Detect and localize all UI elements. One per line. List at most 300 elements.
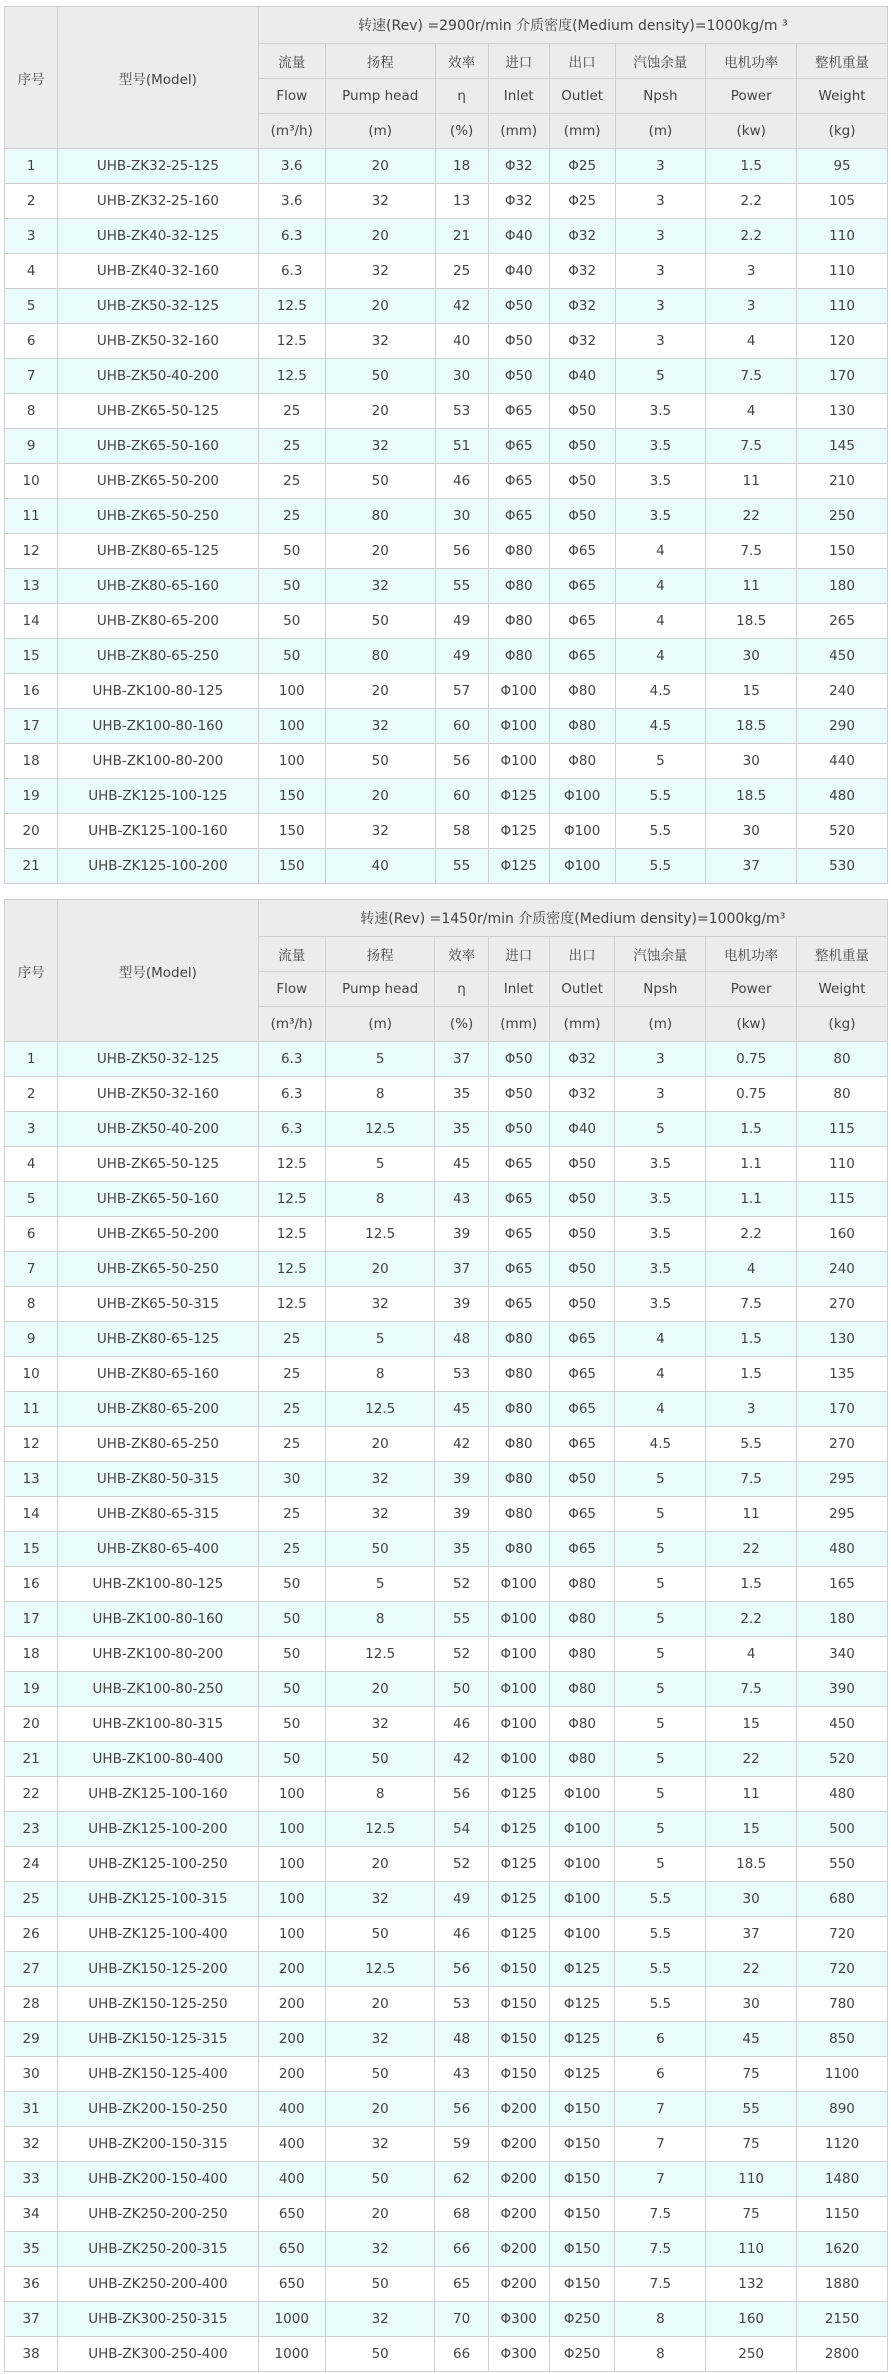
- cell-power: 1.5: [706, 1112, 797, 1147]
- cell-flow: 200: [258, 1952, 325, 1987]
- header-model: 型号(Model): [58, 900, 258, 1042]
- cell-power: 75: [706, 2197, 797, 2232]
- cell-head: 12.5: [325, 1812, 435, 1847]
- cell-model: UHB-ZK100-80-125: [58, 674, 258, 709]
- cell-weight: 295: [797, 1497, 888, 1532]
- cell-weight: 340: [797, 1637, 888, 1672]
- cell-outlet: Φ100: [549, 1812, 615, 1847]
- cell-npsh: 7.5: [615, 2267, 706, 2302]
- cell-no: 10: [5, 464, 58, 499]
- cell-power: 2.2: [706, 219, 797, 254]
- cell-weight: 295: [797, 1462, 888, 1497]
- cell-inlet: Φ125: [488, 1917, 549, 1952]
- cell-efficiency: 48: [435, 2022, 488, 2057]
- table-row: [5, 2127, 888, 2162]
- cell-efficiency: 62: [435, 2162, 488, 2197]
- cell-power: 2.2: [706, 1217, 797, 1252]
- spec-table-2900rpm: [4, 6, 888, 884]
- cell-model: UHB-ZK80-65-250: [58, 639, 258, 674]
- cell-model: UHB-ZK65-50-200: [58, 464, 258, 499]
- header-flow-unit: (m³/h): [258, 114, 325, 149]
- cell-outlet: Φ100: [549, 814, 615, 849]
- cell-model: UHB-ZK50-32-160: [58, 1077, 258, 1112]
- table-row: [5, 1952, 888, 1987]
- cell-outlet: Φ32: [549, 219, 615, 254]
- cell-no: 32: [5, 2127, 58, 2162]
- cell-head: 5: [325, 1147, 435, 1182]
- cell-weight: 890: [797, 2092, 888, 2127]
- cell-efficiency: 59: [435, 2127, 488, 2162]
- cell-inlet: Φ100: [488, 744, 549, 779]
- cell-flow: 25: [258, 464, 325, 499]
- cell-model: UHB-ZK80-65-315: [58, 1497, 258, 1532]
- header-head-en: Pump head: [325, 972, 435, 1007]
- table-row: [5, 289, 888, 324]
- header-npsh-en: Npsh: [615, 972, 706, 1007]
- cell-outlet: Φ80: [549, 1637, 615, 1672]
- cell-head: 50: [325, 2057, 435, 2092]
- cell-npsh: 5: [615, 1462, 706, 1497]
- cell-power: 2.2: [706, 184, 797, 219]
- cell-flow: 50: [258, 1637, 325, 1672]
- cell-inlet: Φ50: [488, 324, 549, 359]
- cell-npsh: 5: [615, 1112, 706, 1147]
- cell-npsh: 4: [615, 1357, 706, 1392]
- cell-power: 37: [706, 849, 797, 884]
- cell-npsh: 4.5: [615, 674, 706, 709]
- cell-model: UHB-ZK50-40-200: [58, 359, 258, 394]
- cell-npsh: 3: [615, 324, 706, 359]
- cell-head: 8: [325, 1777, 435, 1812]
- table-row: [5, 1777, 888, 1812]
- table-row: [5, 1812, 888, 1847]
- header-head-cn: 扬程: [325, 44, 435, 79]
- header-inlet-cn: 进口: [488, 44, 549, 79]
- header-head-unit: (m): [325, 114, 435, 149]
- cell-power: 1.5: [706, 149, 797, 184]
- cell-npsh: 3.5: [615, 1147, 706, 1182]
- cell-power: 1.5: [706, 1567, 797, 1602]
- table-row: [5, 604, 888, 639]
- cell-head: 20: [325, 1252, 435, 1287]
- cell-npsh: 5: [615, 1847, 706, 1882]
- cell-weight: 1880: [797, 2267, 888, 2302]
- table-row: [5, 1532, 888, 1567]
- cell-head: 50: [325, 744, 435, 779]
- cell-model: UHB-ZK125-100-200: [58, 1812, 258, 1847]
- cell-inlet: Φ80: [488, 1392, 549, 1427]
- cell-inlet: Φ125: [488, 814, 549, 849]
- header-eff-en: η: [435, 79, 488, 114]
- header-power-en: Power: [706, 79, 797, 114]
- cell-outlet: Φ25: [549, 184, 615, 219]
- cell-head: 12.5: [325, 1637, 435, 1672]
- cell-power: 15: [706, 1707, 797, 1742]
- cell-flow: 50: [258, 639, 325, 674]
- cell-efficiency: 53: [435, 1357, 488, 1392]
- cell-power: 7.5: [706, 1462, 797, 1497]
- cell-outlet: Φ150: [549, 2092, 615, 2127]
- spec-table-1450rpm: [4, 899, 888, 2372]
- header-npsh-unit: (m): [615, 1007, 706, 1042]
- cell-inlet: Φ32: [488, 149, 549, 184]
- cell-no: 34: [5, 2197, 58, 2232]
- table-row: [5, 1042, 888, 1077]
- cell-model: UHB-ZK50-32-125: [58, 1042, 258, 1077]
- cell-flow: 12.5: [258, 1217, 325, 1252]
- cell-outlet: Φ100: [549, 1847, 615, 1882]
- cell-outlet: Φ65: [549, 1357, 615, 1392]
- cell-head: 12.5: [325, 1217, 435, 1252]
- cell-npsh: 3.5: [615, 499, 706, 534]
- table-body: [5, 1042, 888, 2372]
- cell-npsh: 5: [615, 744, 706, 779]
- table-row: [5, 1672, 888, 1707]
- cell-head: 12.5: [325, 1112, 435, 1147]
- cell-power: 55: [706, 2092, 797, 2127]
- cell-outlet: Φ40: [549, 1112, 615, 1147]
- table-row: [5, 359, 888, 394]
- cell-inlet: Φ300: [488, 2337, 549, 2372]
- table-row: [5, 744, 888, 779]
- cell-head: 32: [325, 324, 435, 359]
- header-npsh-cn: 汽蚀余量: [615, 937, 706, 972]
- cell-weight: 390: [797, 1672, 888, 1707]
- cell-model: UHB-ZK125-100-160: [58, 814, 258, 849]
- table-gap: [4, 884, 889, 899]
- cell-npsh: 5: [615, 1602, 706, 1637]
- table-row: [5, 2232, 888, 2267]
- cell-no: 16: [5, 1567, 58, 1602]
- cell-flow: 6.3: [258, 1077, 325, 1112]
- table-row: [5, 254, 888, 289]
- cell-model: UHB-ZK300-250-315: [58, 2302, 258, 2337]
- cell-head: 50: [325, 1917, 435, 1952]
- cell-flow: 6.3: [258, 1042, 325, 1077]
- header-power-unit: (kw): [706, 1007, 797, 1042]
- cell-flow: 400: [258, 2127, 325, 2162]
- cell-power: 132: [706, 2267, 797, 2302]
- cell-npsh: 5: [615, 1707, 706, 1742]
- table-row: [5, 149, 888, 184]
- table-row: [5, 1252, 888, 1287]
- cell-power: 22: [706, 1952, 797, 1987]
- cell-npsh: 7: [615, 2127, 706, 2162]
- cell-flow: 25: [258, 1427, 325, 1462]
- cell-flow: 100: [258, 1882, 325, 1917]
- cell-flow: 1000: [258, 2337, 325, 2372]
- cell-model: UHB-ZK125-100-315: [58, 1882, 258, 1917]
- cell-outlet: Φ65: [549, 1497, 615, 1532]
- cell-power: 3: [706, 289, 797, 324]
- table-row: [5, 2022, 888, 2057]
- cell-efficiency: 60: [435, 779, 488, 814]
- cell-model: UHB-ZK65-50-160: [58, 429, 258, 464]
- cell-efficiency: 18: [435, 149, 488, 184]
- cell-weight: 850: [797, 2022, 888, 2057]
- cell-weight: 180: [797, 569, 888, 604]
- header-npsh-unit: (m): [615, 114, 706, 149]
- cell-flow: 100: [258, 709, 325, 744]
- cell-head: 20: [325, 534, 435, 569]
- cell-inlet: Φ125: [488, 849, 549, 884]
- cell-efficiency: 52: [435, 1567, 488, 1602]
- cell-efficiency: 39: [435, 1287, 488, 1322]
- cell-efficiency: 55: [435, 1602, 488, 1637]
- header-power-cn: 电机功率: [706, 937, 797, 972]
- table-row: [5, 1287, 888, 1322]
- cell-model: UHB-ZK250-200-400: [58, 2267, 258, 2302]
- cell-efficiency: 46: [435, 1917, 488, 1952]
- header-flow-cn: 流量: [258, 44, 325, 79]
- cell-no: 12: [5, 534, 58, 569]
- cell-power: 18.5: [706, 604, 797, 639]
- cell-head: 32: [325, 709, 435, 744]
- cell-npsh: 5: [615, 1532, 706, 1567]
- cell-model: UHB-ZK32-25-125: [58, 149, 258, 184]
- cell-flow: 12.5: [258, 359, 325, 394]
- header-inlet-unit: (mm): [488, 114, 549, 149]
- cell-efficiency: 46: [435, 1707, 488, 1742]
- cell-model: UHB-ZK100-80-160: [58, 709, 258, 744]
- cell-head: 50: [325, 464, 435, 499]
- cell-model: UHB-ZK80-65-250: [58, 1427, 258, 1462]
- table-row: [5, 639, 888, 674]
- cell-model: UHB-ZK100-80-200: [58, 1637, 258, 1672]
- cell-npsh: 3: [615, 1077, 706, 1112]
- cell-flow: 6.3: [258, 254, 325, 289]
- table-row: [5, 569, 888, 604]
- table-row: [5, 779, 888, 814]
- cell-head: 40: [325, 849, 435, 884]
- cell-weight: 680: [797, 1882, 888, 1917]
- cell-inlet: Φ125: [488, 779, 549, 814]
- cell-outlet: Φ50: [549, 1462, 615, 1497]
- cell-efficiency: 57: [435, 674, 488, 709]
- table-row: [5, 2057, 888, 2092]
- cell-head: 20: [325, 219, 435, 254]
- cell-head: 8: [325, 1077, 435, 1112]
- header-npsh-cn: 汽蚀余量: [615, 44, 706, 79]
- table-row: [5, 1567, 888, 1602]
- header-outlet-en: Outlet: [549, 79, 615, 114]
- cell-outlet: Φ150: [549, 2267, 615, 2302]
- cell-flow: 12.5: [258, 289, 325, 324]
- cell-outlet: Φ250: [549, 2337, 615, 2372]
- cell-npsh: 5: [615, 1497, 706, 1532]
- cell-flow: 25: [258, 1322, 325, 1357]
- cell-flow: 200: [258, 2057, 325, 2092]
- cell-no: 2: [5, 1077, 58, 1112]
- cell-no: 33: [5, 2162, 58, 2197]
- cell-model: UHB-ZK125-100-400: [58, 1917, 258, 1952]
- header-flow-unit: (m³/h): [258, 1007, 325, 1042]
- cell-flow: 50: [258, 1567, 325, 1602]
- cell-inlet: Φ80: [488, 1532, 549, 1567]
- cell-flow: 100: [258, 674, 325, 709]
- cell-npsh: 3: [615, 184, 706, 219]
- header-outlet-unit: (mm): [549, 1007, 615, 1042]
- cell-model: UHB-ZK300-250-400: [58, 2337, 258, 2372]
- cell-flow: 50: [258, 569, 325, 604]
- cell-model: UHB-ZK100-80-250: [58, 1672, 258, 1707]
- table-row: [5, 1497, 888, 1532]
- cell-head: 50: [325, 2337, 435, 2372]
- cell-npsh: 5: [615, 1777, 706, 1812]
- header-power-unit: (kw): [706, 114, 797, 149]
- table-row: [5, 499, 888, 534]
- cell-power: 7.5: [706, 359, 797, 394]
- cell-npsh: 3.5: [615, 1287, 706, 1322]
- cell-weight: 450: [797, 1707, 888, 1742]
- cell-head: 20: [325, 1847, 435, 1882]
- header-inlet-cn: 进口: [488, 937, 549, 972]
- cell-weight: 110: [797, 254, 888, 289]
- cell-weight: 110: [797, 219, 888, 254]
- cell-no: 7: [5, 1252, 58, 1287]
- cell-power: 75: [706, 2127, 797, 2162]
- cell-efficiency: 51: [435, 429, 488, 464]
- cell-weight: 120: [797, 324, 888, 359]
- cell-outlet: Φ65: [549, 569, 615, 604]
- cell-weight: 480: [797, 1777, 888, 1812]
- cell-power: 2.2: [706, 1602, 797, 1637]
- cell-outlet: Φ125: [549, 1987, 615, 2022]
- cell-npsh: 4: [615, 604, 706, 639]
- cell-power: 7.5: [706, 534, 797, 569]
- cell-weight: 265: [797, 604, 888, 639]
- cell-inlet: Φ65: [488, 394, 549, 429]
- cell-inlet: Φ100: [488, 1567, 549, 1602]
- table-row: [5, 1217, 888, 1252]
- cell-model: UHB-ZK65-50-160: [58, 1182, 258, 1217]
- cell-head: 32: [325, 1287, 435, 1322]
- cell-no: 29: [5, 2022, 58, 2057]
- cell-inlet: Φ100: [488, 709, 549, 744]
- cell-inlet: Φ80: [488, 1497, 549, 1532]
- cell-efficiency: 66: [435, 2337, 488, 2372]
- cell-model: UHB-ZK100-80-400: [58, 1742, 258, 1777]
- cell-npsh: 7.5: [615, 2197, 706, 2232]
- cell-weight: 1150: [797, 2197, 888, 2232]
- cell-npsh: 7: [615, 2162, 706, 2197]
- cell-inlet: Φ100: [488, 1742, 549, 1777]
- cell-flow: 150: [258, 849, 325, 884]
- table-row: [5, 464, 888, 499]
- cell-outlet: Φ150: [549, 2127, 615, 2162]
- cell-no: 23: [5, 1812, 58, 1847]
- cell-inlet: Φ80: [488, 569, 549, 604]
- table-row: [5, 2162, 888, 2197]
- cell-model: UHB-ZK80-65-160: [58, 1357, 258, 1392]
- cell-npsh: 4: [615, 569, 706, 604]
- cell-outlet: Φ100: [549, 1777, 615, 1812]
- table-row: [5, 1882, 888, 1917]
- table-row: [5, 429, 888, 464]
- cell-model: UHB-ZK80-65-400: [58, 1532, 258, 1567]
- header-head-unit: (m): [325, 1007, 435, 1042]
- cell-model: UHB-ZK50-32-160: [58, 324, 258, 359]
- cell-outlet: Φ50: [549, 429, 615, 464]
- cell-efficiency: 55: [435, 849, 488, 884]
- cell-power: 7.5: [706, 1287, 797, 1322]
- cell-npsh: 5.5: [615, 1987, 706, 2022]
- cell-no: 36: [5, 2267, 58, 2302]
- cell-no: 10: [5, 1357, 58, 1392]
- cell-npsh: 4.5: [615, 1427, 706, 1462]
- cell-efficiency: 21: [435, 219, 488, 254]
- cell-efficiency: 56: [435, 534, 488, 569]
- cell-flow: 50: [258, 1742, 325, 1777]
- cell-efficiency: 54: [435, 1812, 488, 1847]
- speed-condition: 转速(Rev) =2900r/min 介质密度(Medium density)=1000kg/m ³: [258, 7, 887, 44]
- table-row: [5, 1602, 888, 1637]
- cell-head: 20: [325, 2197, 435, 2232]
- cell-outlet: Φ125: [549, 2057, 615, 2092]
- cell-head: 32: [325, 1707, 435, 1742]
- cell-efficiency: 70: [435, 2302, 488, 2337]
- cell-flow: 25: [258, 1357, 325, 1392]
- header-eff-cn: 效率: [435, 937, 488, 972]
- cell-head: 20: [325, 149, 435, 184]
- header-weight-unit: (kg): [797, 114, 888, 149]
- cell-power: 22: [706, 499, 797, 534]
- cell-efficiency: 52: [435, 1847, 488, 1882]
- cell-weight: 105: [797, 184, 888, 219]
- cell-outlet: Φ150: [549, 2162, 615, 2197]
- cell-no: 19: [5, 779, 58, 814]
- table-row: [5, 1112, 888, 1147]
- cell-no: 4: [5, 254, 58, 289]
- header-outlet-en: Outlet: [549, 972, 615, 1007]
- cell-npsh: 4: [615, 534, 706, 569]
- table-row: [5, 1182, 888, 1217]
- cell-inlet: Φ150: [488, 1987, 549, 2022]
- cell-weight: 1100: [797, 2057, 888, 2092]
- cell-inlet: Φ80: [488, 1322, 549, 1357]
- cell-inlet: Φ32: [488, 184, 549, 219]
- cell-flow: 100: [258, 1812, 325, 1847]
- cell-power: 0.75: [706, 1042, 797, 1077]
- cell-inlet: Φ150: [488, 2022, 549, 2057]
- table-row: [5, 2302, 888, 2337]
- cell-model: UHB-ZK250-200-250: [58, 2197, 258, 2232]
- cell-no: 16: [5, 674, 58, 709]
- cell-flow: 200: [258, 1987, 325, 2022]
- cell-inlet: Φ80: [488, 1357, 549, 1392]
- cell-no: 3: [5, 1112, 58, 1147]
- cell-npsh: 5.5: [615, 1952, 706, 1987]
- cell-outlet: Φ80: [549, 1707, 615, 1742]
- cell-model: UHB-ZK32-25-160: [58, 184, 258, 219]
- header-outlet-cn: 出口: [549, 44, 615, 79]
- cell-model: UHB-ZK150-125-315: [58, 2022, 258, 2057]
- header-head-en: Pump head: [325, 79, 435, 114]
- cell-weight: 95: [797, 149, 888, 184]
- cell-power: 0.75: [706, 1077, 797, 1112]
- header-inlet-unit: (mm): [488, 1007, 549, 1042]
- table-row: [5, 184, 888, 219]
- cell-weight: 210: [797, 464, 888, 499]
- cell-npsh: 8: [615, 2302, 706, 2337]
- cell-head: 32: [325, 2302, 435, 2337]
- cell-head: 20: [325, 289, 435, 324]
- cell-outlet: Φ125: [549, 2022, 615, 2057]
- cell-inlet: Φ65: [488, 1252, 549, 1287]
- cell-weight: 145: [797, 429, 888, 464]
- cell-flow: 650: [258, 2197, 325, 2232]
- cell-model: UHB-ZK65-50-125: [58, 394, 258, 429]
